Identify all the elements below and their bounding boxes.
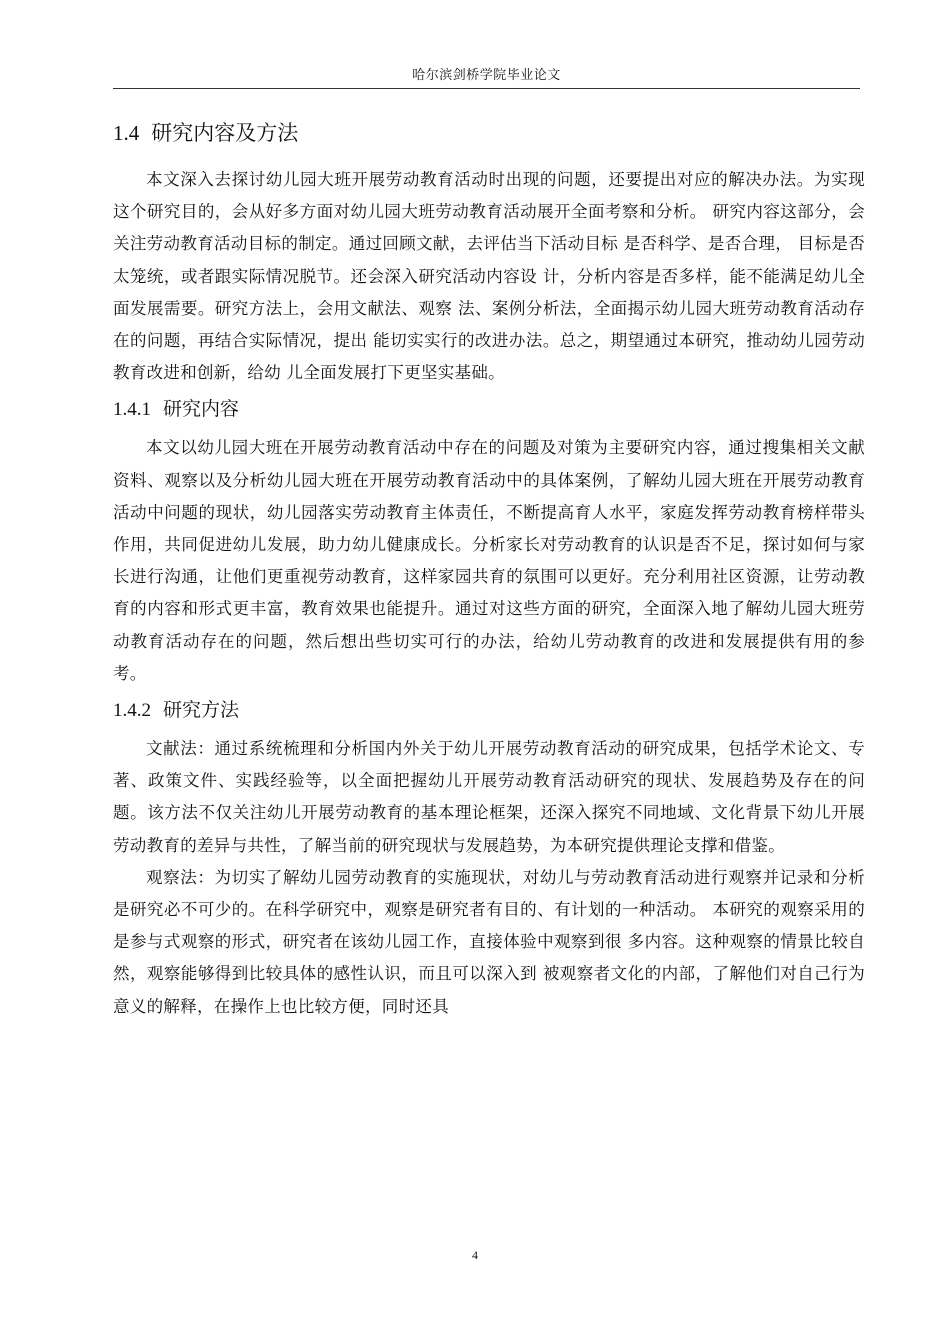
subsection-heading-1-4-2 — [113, 696, 865, 725]
subsection-number: 1.4.1 — [113, 399, 151, 421]
page-number: 4 — [472, 1248, 478, 1262]
paragraph-1-4: 本文深入去探讨幼儿园大班开展劳动教育活动时出现的问题，还要提出对应的解决办法。为实现这个研究目的，会从好多方面对幼儿园大班劳动教育活动展开全面考察和分析。 研究内容这部分，会关注劳动教育活动目标的制定。通过回顾文献，去评估当下活动目标 是否科学、是否合理， 目标是否太笼统，或者跟实际情况脱节。还会深入研究活动内容设 计，分析内容是否多样，能不能满足幼儿全面发展需要。研究方法上，会用文献法、观察 法、案例分析法，全面揭示幼儿园大班劳动教育活动存在的问题，再结合实际情况，提出 能切实实行的改进办法。总之，期望通过本研究，推动幼儿园劳动教育改进和创新，给幼 儿全面发展打下更坚实基础。 — [113, 170, 865, 383]
subsection-heading-1-4-1 — [113, 395, 865, 424]
section-title: 研究内容及方法 — [151, 121, 299, 145]
paragraph-1-4-1: 本文以幼儿园大班在开展劳动教育活动中存在的问题及对策为主要研究内容，通过搜集相关文献资料、观察以及分析幼儿园大班在开展劳动教育活动中的具体案例，了解幼儿园大班在开展劳动教育活动中问题的现状，幼儿园落实劳动教育主体责任，不断提高育人水平，家庭发挥劳动教育榜样带头作用，共同促进幼儿发展，助力幼儿健康成长。分析家长对劳动教育的认识是否不足，探讨如何与家长进行沟通，让他们更重视劳动教育，这样家园共育的氛围可以更好。充分利用社区资源，让劳动教育的内容和形式更丰富，教育效果也能提升。通过对这些方面的研究，全面深入地了解幼儿园大班劳动教育活动存在的问题，然后想出些切实可行的办法，给幼儿劳动教育的改进和发展提供有用的参考。 — [113, 438, 865, 683]
header-divider — [113, 88, 860, 89]
paragraph-observation-method: 观察法：为切实了解幼儿园劳动教育的实施现状，对幼儿与劳动教育活动进行观察并记录和分析是研究必不可少的。在科学研究中，观察是研究者有目的、有计划的一种活动。 本研究的观察采用的是参与式观察的形式，研究者在该幼儿园工作，直接体验中观察到很 多内容。这种观察的情景比较自然，观察能够得到比较具体的感性认识，而且可以深入到 被观察者文化的内部，了解他们对自己行为意义的解释，在操作上也比较方便，同时还具 — [113, 867, 865, 1016]
subsection-number: 1.4.2 — [113, 700, 151, 722]
section-heading-1-4 — [113, 118, 865, 148]
paragraph-literature-method: 文献法：通过系统梳理和分析国内外关于幼儿开展劳动教育活动的研究成果，包括学术论文、专著、政策文件、实践经验等，以全面把握幼儿开展劳动教育活动研究的现状、发展趋势及存在的问题。该方法不仅关注幼儿开展劳动教育的基本理论框架，还深入探究不同地域、文化背景下幼儿开展劳动教育的差异与共性，了解当前的研究现状与发展趋势，为本研究提供理论支撑和借鉴。 — [113, 739, 865, 855]
page-content — [113, 118, 865, 1023]
section-number: 1.4 — [113, 121, 140, 145]
subsection-title: 研究方法 — [163, 699, 240, 722]
subsection-title: 研究内容 — [163, 398, 240, 421]
running-header: 哈尔滨剑桥学院毕业论文 — [412, 68, 561, 83]
